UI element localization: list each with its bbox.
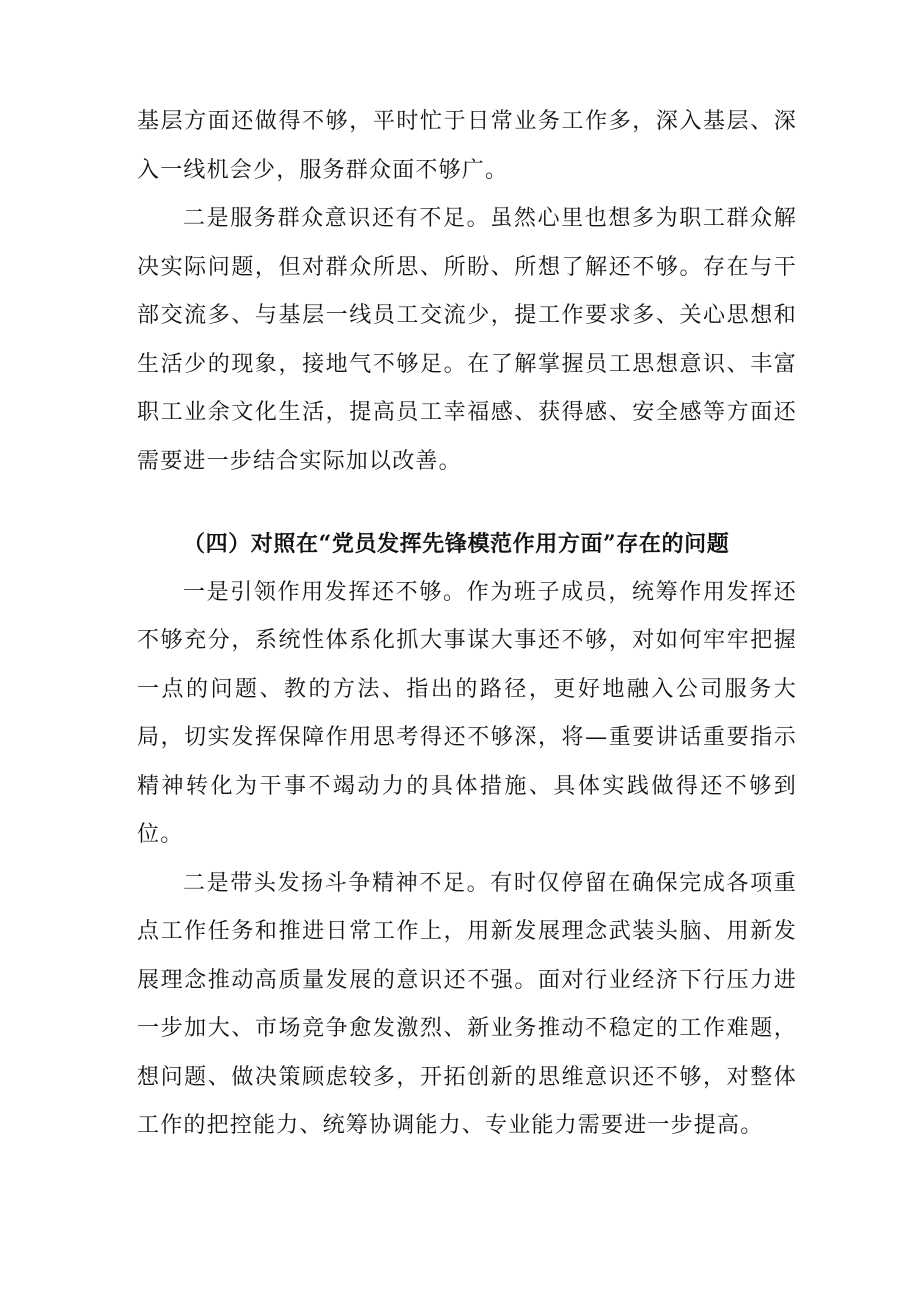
paragraph-leading-role: 一是引领作用发挥还不够。作为班子成员，统筹作用发挥还不够充分，系统性体系化抓大事谋大事还不够，对如何牢牢把握一点的问题、教的方法、指出的路径，更好地融入公司服务大局，切实发挥保障作用思考得还不够深，将—重要讲话重要指示精神转化为干事不竭动力的具体措施、具体实践做得还不够到位。	[137, 579, 797, 847]
paragraph-struggle-spirit: 二是带头发扬斗争精神不足。有时仅停留在确保完成各项重点工作任务和推进日常工作上，用新发展理念武装头脑、用新发展理念推动高质量发展的意识还不强。面对行业经济下行压力进一步加大、市场竞争愈发激烈、新业务推动不稳定的工作难题，想问题、做决策顾虑较多，开拓创新的思维意识还不够，对整体工作的把控能力、统筹协调能力、专业能力需要进一步提高。	[137, 870, 797, 1138]
paragraph-continuation: 基层方面还做得不够，平时忙于日常业务工作多，深入基层、深入一线机会少，服务群众面不够广。	[137, 109, 797, 183]
section-heading-four: （四）对照在“党员发挥先锋模范作用方面”存在的问题	[183, 531, 730, 557]
paragraph-service-awareness: 二是服务群众意识还有不足。虽然心里也想多为职工群众解决实际问题，但对群众所思、所盼、所想了解还不够。存在与干部交流多、与基层一线员工交流少，提工作要求多、关心思想和生活少的现象，接地气不够足。在了解掌握员工思想意识、丰富职工业余文化生活，提高员工幸福感、获得感、安全感等方面还需要进一步结合实际加以改善。	[137, 206, 797, 474]
document-body	[137, 98, 797, 1151]
